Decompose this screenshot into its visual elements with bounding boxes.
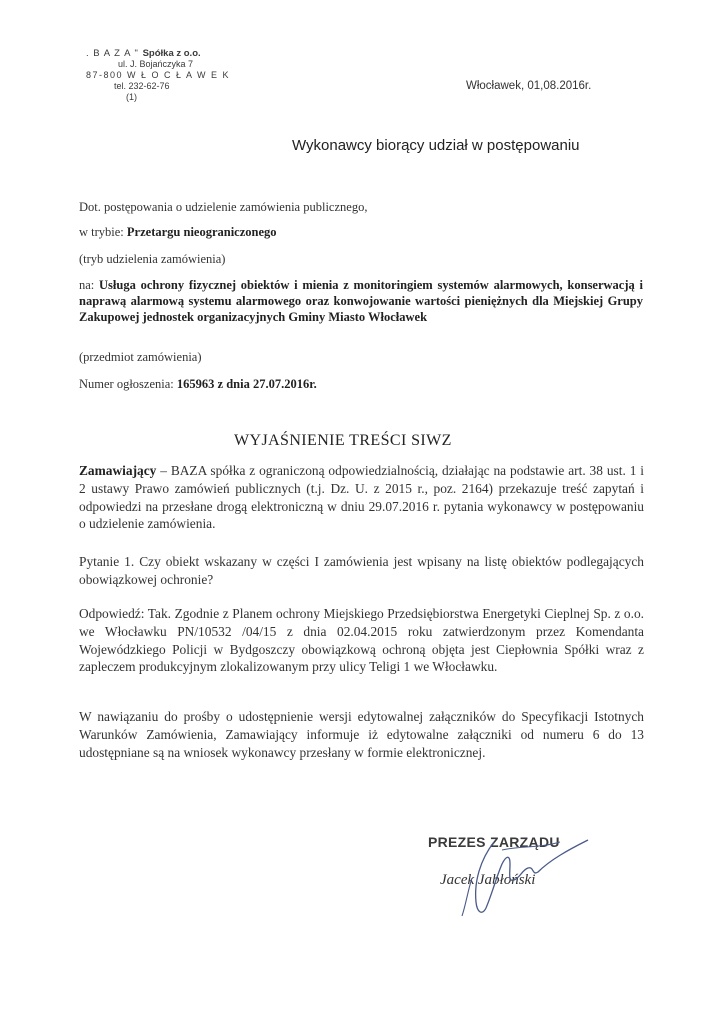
signature-title: PREZES ZARZĄDU [428,834,560,850]
paragraph-attachments: W nawiązaniu do prośby o udostępnienie wersji edytowalnej załączników do Specyfikacji Istotnych Warunków Zamówienia, Zamawiający informuje iż edytowalne załączniki od numeru 6 do 13 udostępniane są na wniosek wykonawcy przesłany w formie elektronicznej. [79,709,644,760]
subject-label: na: [79,278,100,292]
section-title: WYJAŚNIENIE TREŚCI SIWZ [234,432,452,449]
stamp-line-name: . B A Z A " Spółka z o.o. [86,48,201,59]
proceeding-subject [79,277,643,325]
subject-caption: (przedmiot zamówienia) [79,350,202,364]
notice-label: Numer ogłoszenia: [79,377,177,391]
stamp-line-phone: tel. 232-62-76 [114,81,170,91]
mode-value: Przetargu nieograniczonego [126,225,277,239]
signature-block [410,820,610,940]
company-stamp [86,48,236,103]
signature-name: Jacek Jabłoński [440,872,536,888]
intro-text: – BAZA spółka z ograniczoną odpowiedzialnością, działając na podstawie art. 38 ust. 1 i 2 ustawy Prawo zamówień publicznych (t.j. Dz. U. z 2015 r., poz. 2164) przekazuje treść zapytań i odpowiedzi na przesłane drogą elektroniczną w dniu 29.07.2016 r. pytania wykonawcy w postępowaniu o udzielenie zamówienia. [79,463,644,532]
mode-caption: (tryb udzielenia zamówienia) [79,252,226,266]
paragraph-question: Pytanie 1. Czy obiekt wskazany w części I zamówienia jest wpisany na listę obiektów podlegających obowiązkowej ochronie? [79,554,644,587]
stamp-line-street: ul. J. Bojańczyka 7 [118,59,194,69]
proceeding-mode [79,224,643,240]
addressee-title: Wykonawcy biorący udział w postępowaniu [292,137,580,154]
paragraph-answer: Odpowiedź: Tak. Zgodnie z Planem ochrony Miejskiego Przedsiębiorstwa Energetyki Cieplnej Sp. z o.o. we Włocławku PN/10532 /04/15 z dnia 02.04.2015 roku zatwierdzonym przez Komendanta Wojewódzkiego Policji w Bydgoszczy obowiązkową ochroną objęta jest Ciepłownia Spółki wraz z zapleczem produkcyjnym zlokalizowanym przy ulicy Teligi 1 we Włocławku. [79,606,644,675]
place-date: Włocławek, 01,08.2016r. [466,80,592,92]
intro-lead: Zamawiający [79,463,157,478]
stamp-line-number: (1) [126,92,137,102]
mode-label: w trybie: [79,225,127,239]
proceeding-reference: Dot. postępowania o udzielenie zamówienia publicznego, [79,200,368,214]
paragraph-intro [79,462,644,533]
handwritten-signature [410,820,610,940]
notice-number [79,376,643,392]
stamp-line-city: 87-800 W Ł O C Ł A W E K [86,70,231,80]
notice-value: 165963 z dnia 27.07.2016r. [176,377,317,391]
subject-value: Usługa ochrony fizycznej obiektów i mienia z monitoringiem systemów alarmowych, konserwacją i naprawą alarmową systemu alarmowego oraz konwojowanie wartości pieniężnych dla Miejskiej Grupy Zakupowej jednostek organizacyjnych Gminy Miasto Włocławek [79,278,643,324]
